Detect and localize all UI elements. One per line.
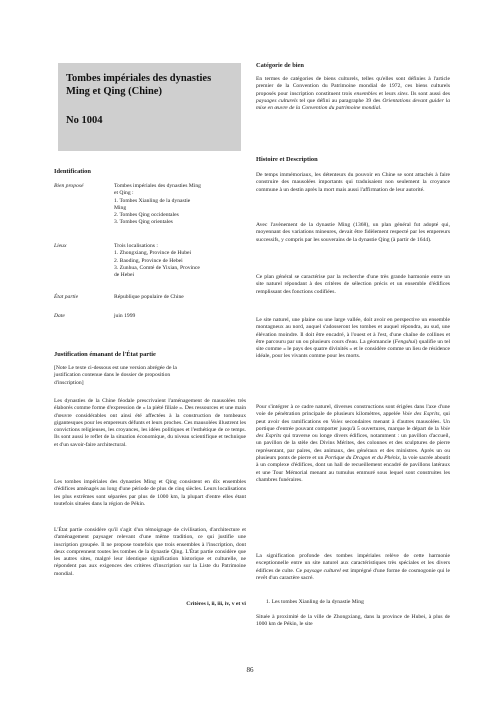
italic-segment: Voie des Esprits [402,411,440,418]
histoire-paragraph-4 [256,317,450,361]
justification-note [54,365,246,387]
text-segment: tel que défini au paragraphe 39 des [297,97,383,104]
lieux-line: Trois localisations : [114,243,158,249]
document-number: No 1004 [66,115,103,126]
text-segment: secondaires menant à d'autres mausolées. Un portique d'entrée pouvant comporter jusqu'à 5 ouvertures, marque le départ de la [256,418,450,432]
text-segment: , qui peut avoir des ramifications en [256,411,450,425]
text-segment: , la voie sacrée aboutit à un complexe d'édifices, dont un hall de recueillement encadré de pavillons latéraux et une Tour Mémorial menant au tumulus emmuré sous lequel sont construites les chambres funéraires. [256,455,450,483]
justification-heading: Justification émanant de l'État partie [54,351,156,358]
histoire-paragraph-7: Située à proximité de la ville de Zhongxiang, dans la province de Hubei, à plus de 1000 km de Pékin, le site [256,614,450,628]
text-segment: . Ils sont aussi des [407,90,450,97]
categorie-heading: Catégorie de bien [256,62,304,69]
bien-line: Ming [114,204,127,211]
italic-segment: ensembles [353,90,377,97]
text-segment: Pour s'intégrer à ce cadre naturel, diverses constructions sont érigées dans l'axe d'une voie de pénétration principale de plusieurs kilomètres, appelée [256,404,450,418]
italic-segment: Orientations devant guider la mise en œuvre de la Convention du patrimoine mondial [256,97,450,112]
note-line: [Note Le texte ci-dessous est une version abrégée de la [54,365,177,371]
histoire-paragraph-6 [256,553,450,582]
etat-partie-label: État partie [54,294,79,300]
text-segment: Le site naturel, une plaine ou une large vallée, doit avoir en perspective un ensemble montagneux au nord, auquel s'adosseront les tombes et auquel répondra, au sud, une élévation moindre. Il doit être encadré, à l'ouest et à l'est, d'une chaîne de collines et être parcouru par un ou plusieurs cours d'eau. La géomancie ( [256,317,450,345]
lieux-line: 2. Baoding, Province de Hebei [114,257,183,264]
histoire-paragraph-1: De temps immémoriaux, les détenteurs du pouvoir en Chine se sont attachés à faire construire des mausolées importants qui traduisaient non seulement la croyance commune à un destin après la mort mais aussi l'affirmation de leur autorité. [256,172,450,193]
lieux-line: 3. Zunhua, Comté de Yixian, Province [114,264,200,271]
histoire-paragraph-3: Ce plan général se caractérise par la recherche d'une très grande harmonie entre un site naturel répondant à des critères de sélection précis et un ensemble d'édifices remplissant des fonctions codifiées. [256,274,450,295]
etat-partie-value: République populaire de Chine [114,294,184,300]
text-segment: et leurs [376,90,398,97]
text-segment: La signification profonde des tombes impériales relève de cette harmonie exceptionnelle entre un site naturel aux caractéristiques très spéciales et les divers édifices de culte. Ce [256,553,450,574]
justification-paragraph-1: Les dynasties de la Chine féodale prescrivaient l'aménagement de mausolées très élaborés comme forme d'expression de « la piété filiale ». Des ressources et une main d'œuvre considérables ont ainsi été affectées à la construction de tombeaux gigantesques pour les empereurs défunts et leurs proches. Ces mausolées illustrent les convictions religieuses, les croyances, les idées politiques et l'esthétique de ce temps. Ils sont aussi le reflet de la situation économique, du niveau scientifique et technique et d'un savoir-faire architectural. [54,398,247,448]
bien-propose-label: Bien proposé [54,183,84,189]
document-title [66,73,236,98]
italic-segment: Voies [330,418,343,425]
lieux-value [114,243,246,279]
lieux-line: 1. Zhongxiang, Province de Hubei [114,250,192,257]
text-segment: qui traverse ou longe divers édifices, notamment : un pavillon d'accueil, un pavillon de la stèle des Divins Mérites, des colonnes et des sculptures de pierre représentant, par paires, des animaux, des généraux et des ministres. Après un ou plusieurs ponts de pierre et un [256,433,450,462]
date-label: Date [54,313,65,319]
bien-line: 1. Tombes Xianling de la dynastie [114,197,191,204]
criteria-line: Critères i, ii, iii, iv, v et vi [186,601,246,607]
histoire-paragraph-5 [256,404,450,484]
lieux-line: de Hebei [114,272,135,279]
text-segment: est imprégné d'une forme de cosmogonie qui le revêt d'un caractère sacré. [256,567,451,581]
italic-segment: paysages culturels [256,97,298,104]
numbered-item-1: 1. Les tombes Xianling de la dynastie Ming [266,599,364,605]
title-line-1: Tombes impériales des dynasties [66,73,212,84]
text-segment: . [380,105,382,112]
identification-heading: Identification [54,168,91,175]
text-segment: ) qualifie un tel site comme « le pays des quatre divinités » et le considère comme un lieu de résidence idéale, pour les vivants comme pour les morts. [256,338,450,360]
italic-segment: Portique du Dragon et du Phénix [324,455,400,462]
bien-line: Tombes impériales des dynasties Ming [114,183,201,189]
bien-line: et Qing : [114,190,134,197]
bien-propose-row [54,183,246,243]
date-value: juin 1999 [114,313,136,319]
lieux-label: Lieux [54,243,67,249]
note-line: justification contenue dans le dossier de proposition [54,372,171,379]
title-line-2: Ming et Qing (Chine) [66,85,162,97]
date-row [54,313,246,321]
text-segment: En termes de catégories de biens culturels, telles qu'elles sont définies à l'article premier de la Convention du Patrimoine mondial de 1972, ces biens culturels proposés pour inscription constituent trois [256,76,450,97]
lieux-row [54,243,246,291]
bien-propose-value [114,183,246,227]
bien-line: 2. Tombes Qing occidentales [114,212,179,219]
italic-segment: sites [397,90,408,97]
bien-line: 3. Tombes Qing orientales [114,219,173,226]
italic-segment: Voie des Esprits [256,425,450,440]
histoire-heading: Histoire et Description [256,156,318,163]
italic-segment: paysage culturel [303,567,341,574]
justification-paragraph-2: Les tombes impériales des dynasties Ming et Qing consistent en dix ensembles d'édifices aménagés au long d'une période de plus de cinq siècles. Leurs localisations les plus extrêmes sont séparées par plus de 1000 km, la plupart d'entre elles étant toutefois situées dans la région de Pékin. [54,479,246,507]
title-box [58,63,241,151]
etat-partie-row [54,294,246,302]
page-number: 86 [246,666,254,674]
justification-paragraph-3: L'État partie considère qu'il s'agit d'un témoignage de civilisation, d'architecture et d'aménagement paysager relevant d'une même tradition, ce qui justifie une inscription groupée. Il ne propose toutefois que trois ensembles à l'inscription, dont deux comprennent toutes les tombes de la dynastie Qing. L'État partie considère que les autres sites, malgré leur identique signification historique et culturelle, ne répondent pas aux exigences des critères d'inscription sur la Liste du Patrimoine mondial. [54,527,246,577]
note-line: d'inscription] [54,379,84,386]
histoire-paragraph-2: Avec l'avènement de la dynastie Ming (1368), un plan général fut adopté qui, moyennant des variations mineures, devait être fidèlement respecté par les empereurs successifs, y compris par les souverains de la dynastie Qing (à partir de 1644). [256,222,450,243]
categorie-paragraph [256,76,450,112]
italic-segment: Fengshui [394,338,416,345]
